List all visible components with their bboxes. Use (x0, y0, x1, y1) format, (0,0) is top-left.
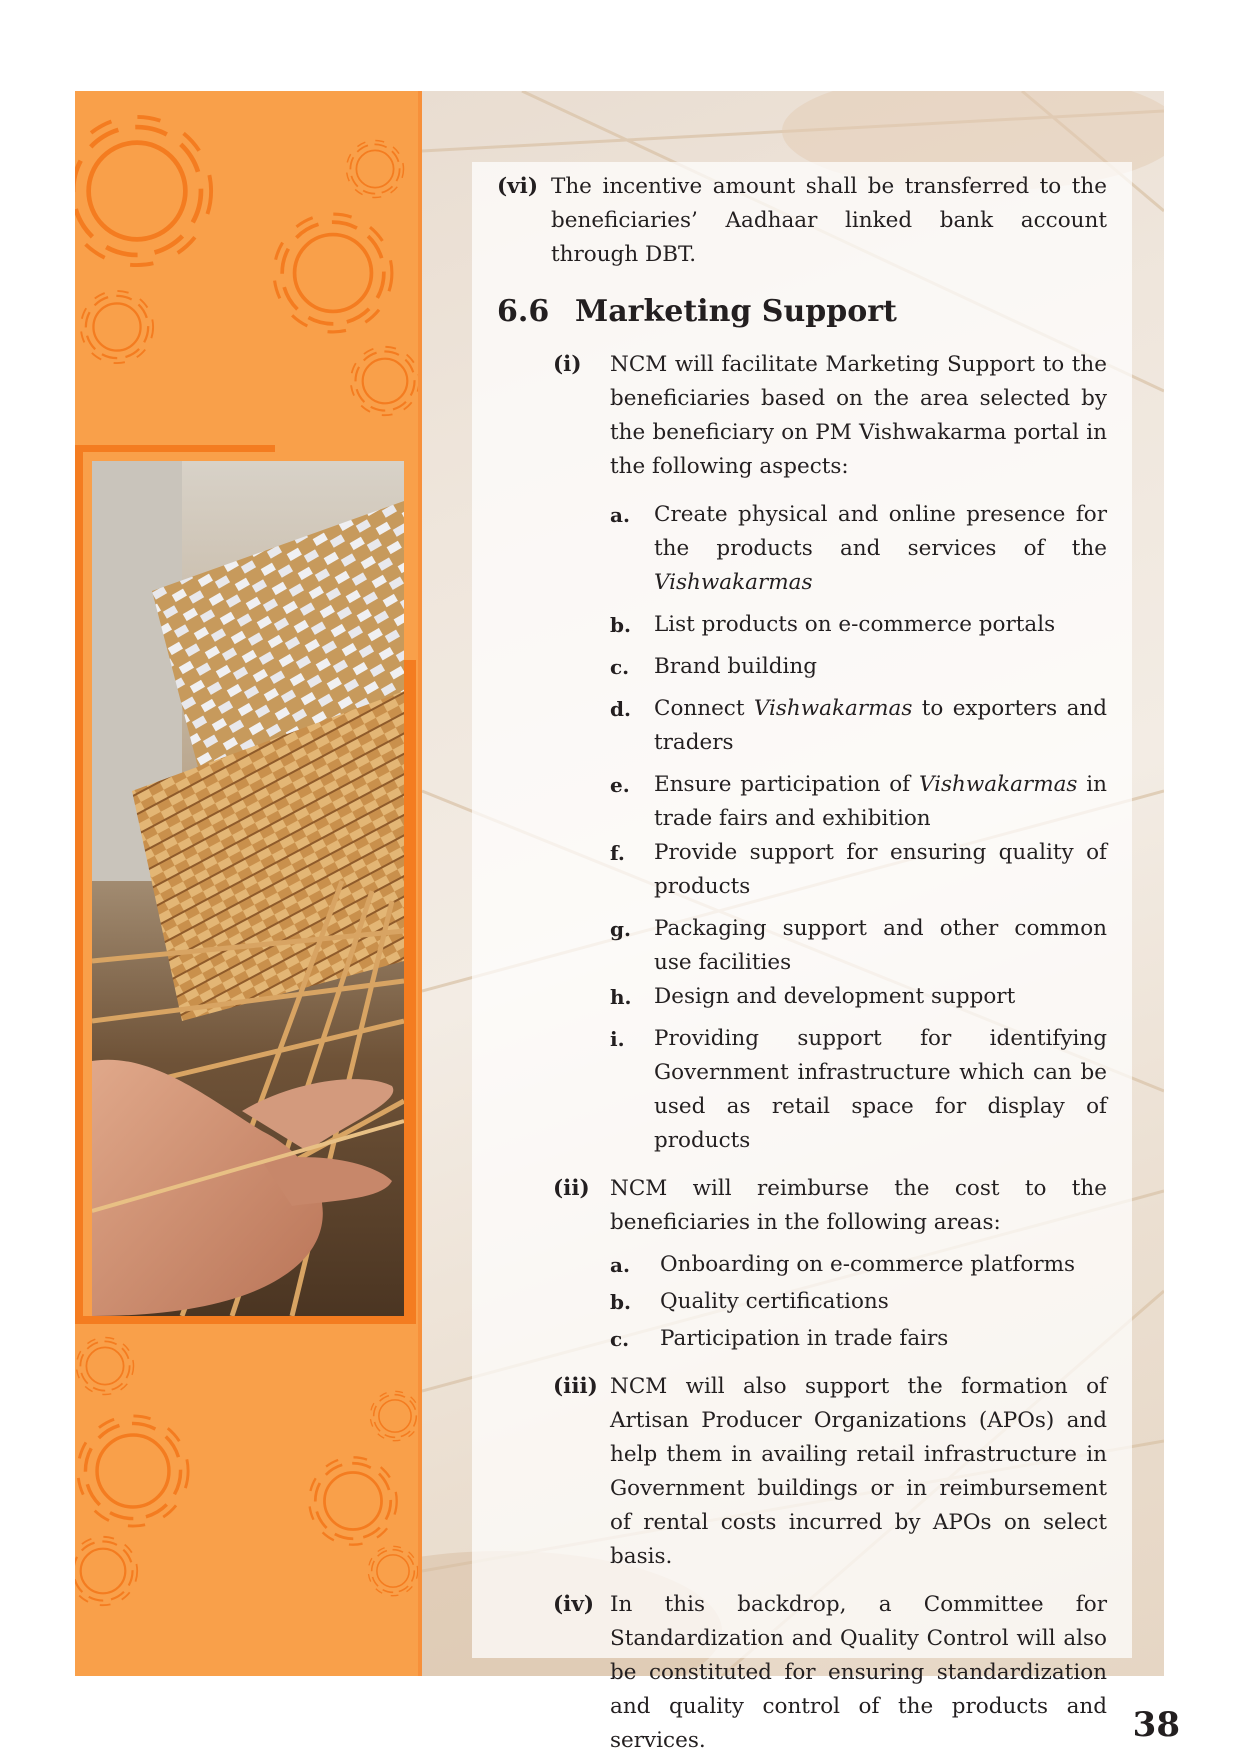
sub-text: List products on e-commerce portals (654, 612, 1056, 637)
sub-item (610, 650, 1107, 684)
sub-text: Brand building (654, 654, 817, 679)
sub-marker: c. (610, 1327, 630, 1351)
point-text: In this backdrop, a Committee for Standardization and Quality Control will also be constituted for ensuring standardization and quality control of the products and services. (610, 1592, 1107, 1753)
sub-text-emphasis: Vishwakarmas (654, 570, 813, 595)
sub-text-emphasis: Vishwakarmas (753, 696, 913, 721)
sub-text: Onboarding on e-commerce platforms (660, 1252, 1076, 1277)
gear-icon (347, 141, 404, 198)
point-iv (553, 1588, 1107, 1758)
gear-icon (368, 1546, 417, 1595)
sub-text: Providing support for identifying Government infrastructure which can be used as retail space for display of products (654, 1026, 1107, 1153)
sub-marker: c. (610, 655, 630, 679)
frame-accent (75, 1316, 416, 1324)
sub-marker: a. (610, 1253, 630, 1277)
sub-marker: f. (610, 841, 625, 865)
section-title: Marketing Support (575, 294, 897, 329)
sub-text-part: in trade fairs and exhibition (654, 772, 1107, 831)
sub-marker: i. (610, 1027, 625, 1051)
sub-text (654, 768, 1107, 836)
sub-text-emphasis: Vishwakarmas (918, 772, 1078, 797)
sub-text: Participation in trade fairs (660, 1326, 949, 1351)
sub-item (610, 692, 1107, 760)
gear-icon (81, 291, 153, 363)
sub-item (610, 768, 1107, 836)
sub-item (610, 1285, 1107, 1319)
basket-weaving-photo (92, 461, 404, 1316)
point-marker: (ii) (553, 1176, 590, 1201)
sub-text (654, 498, 1107, 600)
sub-item (610, 980, 1107, 1014)
point-marker: (iv) (553, 1592, 595, 1617)
point-text: NCM will reimburse the cost to the beneficiaries in the following areas: (610, 1176, 1107, 1235)
point-i (553, 348, 1107, 484)
sub-marker: a. (610, 503, 630, 527)
point-marker: (iii) (553, 1374, 598, 1399)
sub-text-part: Connect (654, 696, 754, 721)
frame-accent (75, 445, 275, 452)
gear-icon (75, 117, 211, 265)
gear-icon (351, 347, 419, 415)
sub-text-part: to exporters and traders (654, 696, 1108, 755)
gear-icon (309, 1457, 396, 1544)
sub-item (610, 836, 1107, 904)
sub-marker: b. (610, 1290, 631, 1314)
sub-text (654, 692, 1107, 760)
sub-item (610, 608, 1107, 642)
list-item-vi (497, 170, 1107, 272)
sub-text: Quality certifications (660, 1289, 889, 1314)
gear-icon (77, 1338, 134, 1395)
page-number: 38 (1132, 1705, 1180, 1745)
item-text: The incentive amount shall be transferred to the beneficiaries’ Aadhaar linked bank account through DBT. (551, 174, 1107, 267)
point-text: NCM will also support the formation of Artisan Producer Organizations (APOs) and help them in availing retail infrastructure in Government buildings or in reimbursement of rental costs incurred by APOs on select basis. (610, 1374, 1107, 1569)
gear-icon (75, 1537, 137, 1605)
sub-marker: g. (610, 917, 631, 941)
section-number: 6.6 (497, 294, 550, 329)
point-marker: (i) (553, 352, 582, 377)
sub-text-part: Create physical and online presence for the products and services of the (654, 502, 1107, 561)
sub-item (610, 1248, 1107, 1282)
sub-item (610, 498, 1107, 600)
sub-marker: b. (610, 613, 631, 637)
sub-marker: h. (610, 985, 632, 1009)
point-iii (553, 1370, 1107, 1574)
sub-text-part: Ensure participation of (654, 772, 919, 797)
gear-icon (274, 214, 392, 332)
sub-text: Provide support for ensuring quality of products (654, 840, 1107, 899)
sub-item (610, 912, 1107, 980)
sub-item (610, 1022, 1107, 1158)
point-text: NCM will facilitate Marketing Support to the beneficiaries based on the area selected by the beneficiary on PM Vishwakarma portal in the following aspects: (610, 352, 1107, 479)
sub-text: Packaging support and other common use facilities (654, 916, 1107, 975)
page-content (497, 170, 1107, 1758)
sub-item (610, 1322, 1107, 1356)
frame-accent (75, 452, 83, 1316)
gear-icon (78, 1416, 188, 1526)
item-marker: (vi) (497, 174, 539, 199)
point-ii (553, 1172, 1107, 1240)
sub-marker: e. (610, 773, 630, 797)
sub-marker: d. (610, 697, 631, 721)
section-heading (497, 292, 1107, 332)
frame-accent (404, 660, 416, 1316)
sub-text: Design and development support (654, 984, 1016, 1009)
gear-icon (370, 1391, 419, 1440)
